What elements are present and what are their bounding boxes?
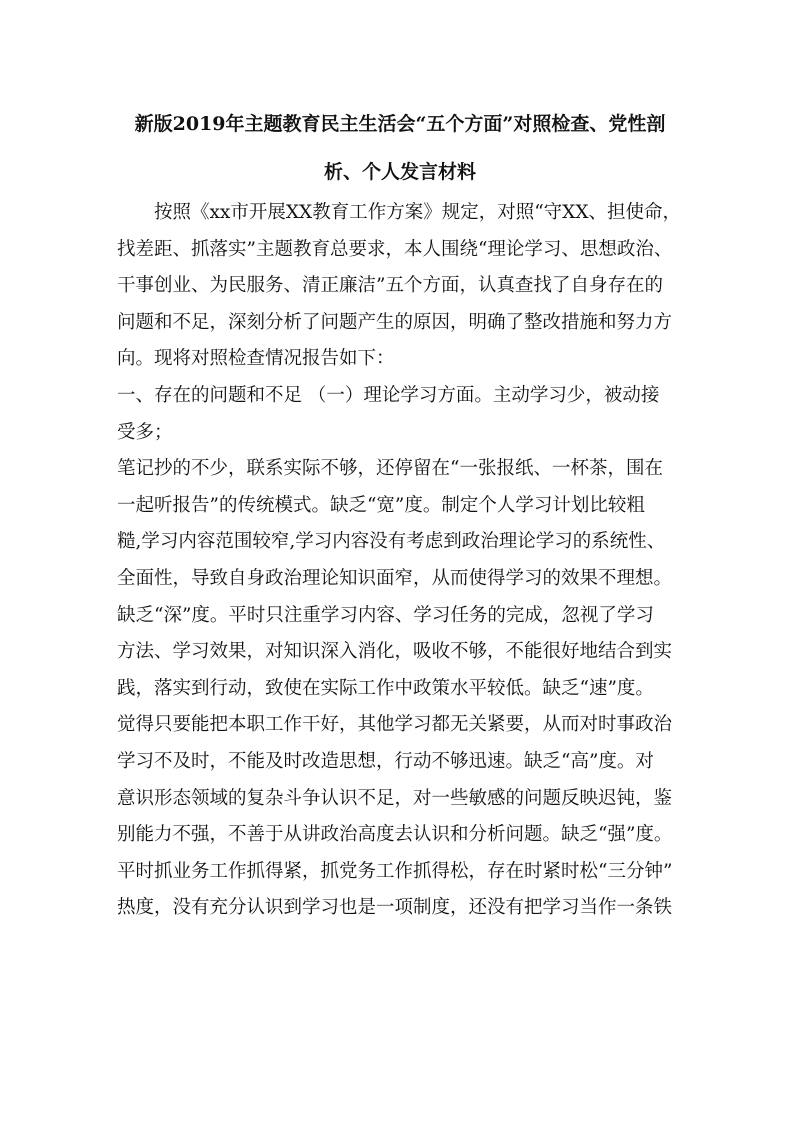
title-line-1: 新版2019年主题教育民主生活会“五个方面”对照检查、党性剖 — [134, 113, 666, 135]
body-line: 意识形态领域的复杂斗争认识不足，对一些敏感的问题反映迟钝，鉴 — [117, 787, 673, 809]
document-body — [117, 195, 695, 927]
body-line: 平时抓业务工作抓得紧，抓党务工作抓得松，存在时紧时松“三分钟” — [117, 860, 673, 882]
body-line: 方法、学习效果，对知识深入消化，吸收不够，不能很好地结合到实 — [117, 641, 673, 663]
body-line: 热度，没有充分认识到学习也是一项制度，还没有把学习当作一条铁 — [117, 897, 673, 919]
body-line: 别能力不强，不善于从讲政治高度去认识和分析问题。缺乏“强”度。 — [117, 824, 673, 846]
body-line: 全面性，导致自身政治理论知识面窄，从而使得学习的效果不理想。 — [117, 567, 673, 589]
body-line: 问题和不足，深刻分析了问题产生的原因，明确了整改措施和努力方 — [117, 311, 673, 333]
body-line: 一起听报告”的传统模式。缺乏“宽”度。制定个人学习计划比较粗 — [117, 494, 645, 516]
body-line: 缺乏“深”度。平时只注重学习内容、学习任务的完成，忽视了学习 — [117, 604, 654, 626]
body-line: 践，落实到行动，致使在实际工作中政策水平较低。缺乏“速”度。 — [117, 677, 654, 699]
body-line: 按照《xx市开展XX教育工作方案》规定，对照“守XX、担使命， — [154, 202, 682, 223]
body-line: 找差距、抓落实”主题教育总要求，本人围绕“理论学习、思想政治、 — [117, 238, 673, 260]
body-line: 向。现将对照检查情况报告如下： — [117, 348, 395, 370]
section-heading-line: 一、存在的问题和不足 （一）理论学习方面。主动学习少，被动接 — [117, 384, 660, 406]
body-line: 干事创业、为民服务、清正廉洁”五个方面，认真查找了自身存在的 — [117, 275, 663, 297]
body-line: 觉得只要能把本职工作干好，其他学习都无关紧要，从而对时事政治 — [117, 714, 673, 736]
document-title — [100, 100, 700, 196]
body-line: 糙,学习内容范围较窄,学习内容没有考虑到政治理论学习的系统性、 — [117, 531, 666, 553]
body-line: 受多； — [117, 421, 173, 443]
body-line: 学习不及时，不能及时改造思想，行动不够迅速。缺乏“高”度。对 — [117, 750, 654, 772]
title-line-2: 析、个人发言材料 — [323, 161, 476, 183]
body-line: 笔记抄的不少，联系实际不够，还停留在“一张报纸、一杯茶，围在 — [117, 458, 663, 480]
